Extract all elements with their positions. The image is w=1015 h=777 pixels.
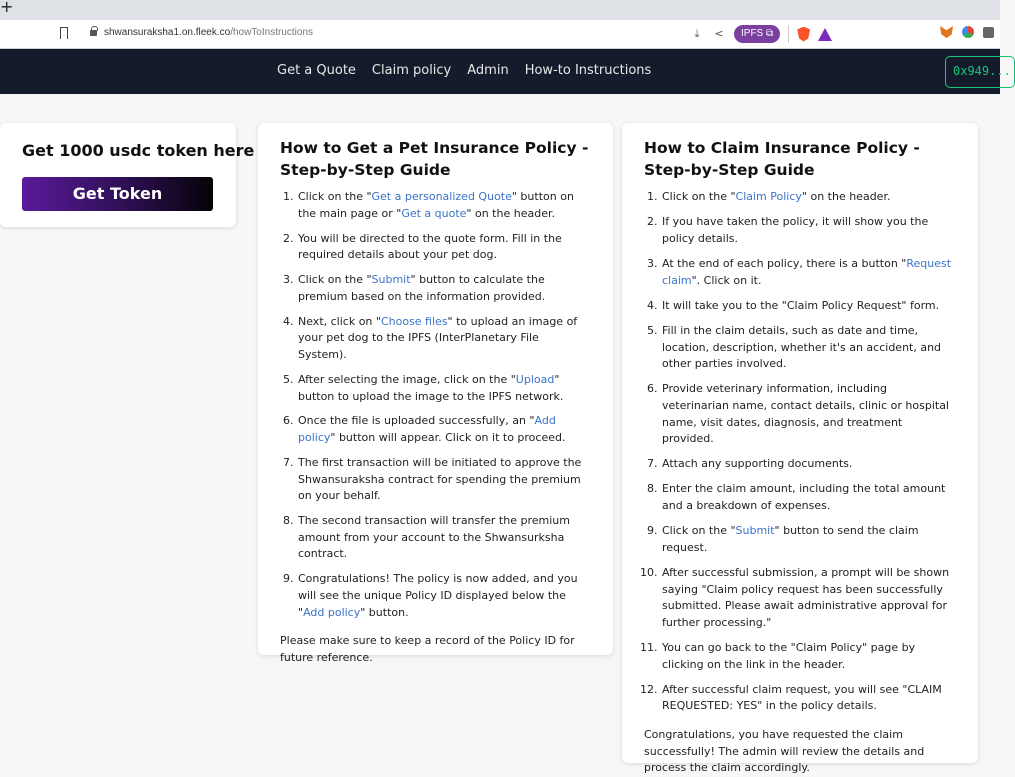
divider — [788, 25, 789, 43]
list-item — [297, 231, 591, 264]
step-text: The first transaction will be initiated to approve the Shwansuraksha contract for spending the premium on your behalf. — [298, 456, 582, 503]
list-item — [661, 298, 956, 315]
get-token-button[interactable]: Get Token — [22, 177, 213, 211]
site-navbar — [0, 49, 1011, 94]
ipfs-label: IPFS — [741, 28, 764, 39]
url-path: /howToInstructions — [230, 27, 314, 38]
nav-admin[interactable]: Admin — [467, 63, 509, 78]
list-item — [661, 381, 956, 447]
list-item — [661, 189, 956, 206]
pet-insurance-guide-card — [258, 123, 613, 664]
install-icon[interactable]: ⤓ — [694, 27, 700, 40]
list-item — [661, 456, 956, 473]
step-text: Click on the " — [662, 524, 736, 538]
step-text: At the end of each policy, there is a button " — [662, 256, 907, 270]
address-bar[interactable] — [0, 20, 1000, 49]
claim-guide-footer: Congratulations, you have requested the claim successfully! The admin will review the details and process the claim accordingly. — [644, 727, 925, 775]
brave-rewards-icon[interactable] — [818, 28, 832, 41]
metamask-icon[interactable] — [940, 26, 953, 38]
list-item — [297, 314, 591, 364]
share-icon[interactable]: < — [714, 27, 724, 40]
new-tab-icon[interactable]: + — [0, 0, 14, 16]
list-item — [661, 523, 956, 556]
list-item — [661, 640, 956, 673]
extensions-puzzle-icon[interactable] — [983, 27, 994, 38]
token-card — [0, 123, 255, 227]
nav-how-to[interactable]: How-to Instructions — [524, 63, 652, 78]
step-text: After successful submission, a prompt will be shown saying "Claim policy request has been successfully submitted. Please await administrative approval for further processing." — [662, 566, 950, 629]
step-text: Next, click on " — [298, 314, 381, 328]
step-text: Click on the " — [662, 190, 736, 203]
pet-guide-footer: Please make sure to keep a record of the Policy ID for future reference. — [280, 634, 575, 664]
step-text: " button to calculate the premium based on the information provided. — [298, 273, 546, 303]
list-item — [661, 323, 956, 373]
step-text: Congratulations! The policy is now added, and you will see the unique Policy ID displayed below the " — [298, 572, 578, 619]
step-text: Click on the " — [298, 190, 372, 203]
step-text: Fill in the claim details, such as date and time, location, description, whether it's an accident, and other parties involved. — [662, 323, 942, 371]
list-item — [661, 214, 956, 247]
claim-guide-title: How to Claim Insurance Policy - Step-by-Step Guide — [644, 139, 920, 179]
step-link[interactable]: Add policy — [303, 605, 361, 619]
token-title: Get 1000 usdc token here — [22, 141, 255, 160]
step-text: " button to send the claim request. — [662, 524, 919, 554]
step-text: Once the file is uploaded successfully, an " — [298, 414, 535, 428]
step-text: Attach any supporting documents. — [662, 457, 853, 471]
step-text: You can go back to the "Claim Policy" page by clicking on the link in the header. — [662, 641, 916, 671]
claim-guide-card — [622, 123, 978, 775]
step-text: You will be directed to the quote form. Fill in the required details about your pet dog. — [298, 231, 562, 262]
brave-shield-icon[interactable] — [797, 27, 810, 42]
step-text: " button. — [360, 605, 409, 619]
step-text: Click on the " — [298, 273, 372, 287]
step-text: " to upload an image of your pet dog to the IPFS (InterPlanetary File System). — [298, 314, 578, 361]
url-host: shwansuraksha1.on.fleek.co — [104, 27, 231, 38]
bookmark-icon[interactable] — [60, 27, 68, 39]
step-text: " on the header. — [466, 206, 555, 220]
list-item — [661, 565, 956, 631]
step-link[interactable]: Request claim — [662, 256, 952, 287]
step-text: " button to upload the image to the IPFS network. — [298, 372, 564, 403]
step-text: If you have taken the policy, it will show you the policy details. — [662, 215, 929, 245]
step-link[interactable]: Choose files — [380, 314, 448, 328]
list-item — [661, 256, 956, 289]
external-link-icon: ⧉ — [766, 28, 774, 39]
list-item — [661, 682, 956, 715]
claim-guide-steps — [644, 189, 956, 715]
step-text: Provide veterinary information, including veterinarian name, contact details, clinic or hospital name, visit dates, diagnosis, and treatment provided. — [662, 382, 949, 446]
step-link[interactable]: Submit — [371, 273, 411, 287]
nav-links — [277, 63, 667, 78]
ipfs-badge[interactable] — [734, 25, 780, 43]
step-link[interactable]: Claim Policy — [735, 190, 802, 203]
step-text: ". Click on it. — [691, 273, 762, 287]
list-item — [297, 372, 591, 405]
list-item — [297, 455, 591, 505]
extension-wheel-icon[interactable] — [962, 26, 974, 38]
pet-guide-steps — [280, 189, 591, 621]
step-text: " button will appear. Click on it to proceed. — [330, 431, 566, 445]
step-link[interactable]: Submit — [735, 524, 775, 538]
list-item — [297, 189, 591, 222]
step-text: After selecting the image, click on the " — [298, 372, 516, 386]
url-text[interactable] — [104, 27, 313, 38]
step-text: " button on the main page or " — [298, 190, 574, 220]
step-link[interactable]: Get a personalized Quote — [371, 190, 512, 203]
browser-tab-strip — [0, 0, 1000, 20]
lock-icon[interactable] — [90, 30, 97, 36]
pet-guide-title: How to Get a Pet Insurance Policy - Step-by-Step Guide — [280, 139, 589, 179]
step-link[interactable]: Upload — [515, 372, 555, 386]
list-item — [297, 571, 591, 621]
step-text: " on the header. — [801, 190, 891, 203]
list-item — [297, 513, 591, 563]
step-link[interactable]: Add policy — [298, 414, 556, 445]
nav-claim-policy[interactable]: Claim policy — [371, 63, 452, 78]
nav-get-quote[interactable]: Get a Quote — [277, 63, 356, 78]
step-text: Enter the claim amount, including the total amount and a breakdown of expenses. — [662, 482, 946, 513]
list-item — [297, 272, 591, 305]
list-item — [297, 413, 591, 446]
step-text: It will take you to the "Claim Policy Request" form. — [662, 298, 940, 312]
list-item — [661, 481, 956, 514]
step-link[interactable]: Get a quote — [401, 206, 467, 220]
step-text: After successful claim request, you will see "CLAIM REQUESTED: YES" in the policy details. — [662, 682, 942, 713]
step-text: The second transaction will transfer the premium amount from your account to the Shwansurksha contract. — [298, 514, 570, 561]
wallet-address-button[interactable]: 0x949... — [945, 56, 1015, 88]
